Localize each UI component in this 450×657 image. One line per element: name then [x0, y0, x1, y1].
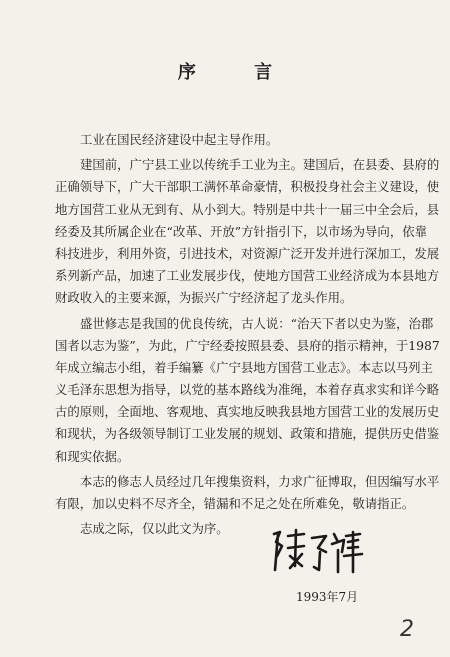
text-line: 地方国营工业从无到有、从小到大。特别是中共十一届三中全会后，县 — [55, 201, 440, 217]
text-line: 和现状，为各级领导制订工业发展的规划、政策和措施，提供历史借鉴 — [55, 426, 440, 442]
handwritten-signature — [268, 526, 364, 576]
text-line: 系列新产品，加速了工业发展步伐，使地方国营工业经济成为本县地方 — [55, 268, 440, 284]
text-line: 盛世修志是我国的优良传统，古人说：“治天下者以史为鉴，治郡 — [80, 315, 434, 331]
text-line: 财政收入的主要来源，为振兴广宁经济起了龙头作用。 — [55, 290, 353, 306]
text-line: 年成立编志小组，着手编纂《广宁县地方国营工业志》。本志以马列主 — [55, 359, 433, 375]
text-line: 本志的修志人员经过几年搜集资料，力求广征博取，但因编写水平 — [80, 473, 440, 489]
text-line: 建国前，广宁县工业以传统手工业为主。建国后，在县委、县府的 — [80, 157, 440, 173]
text-line: 正确领导下，广大干部职工满怀革命豪情，积极投身社会主义建设，使 — [55, 179, 440, 195]
text-line: 古的原则，全面地、客观地、真实地反映我县地方国营工业的发展历史 — [55, 404, 440, 420]
text-line: 和现实依据。 — [55, 448, 130, 464]
preface-body — [55, 129, 440, 540]
text-line: 工业在国民经济建设中起主导作用。 — [80, 132, 279, 147]
text-line: 志成之际，仅以此文为序。 — [80, 521, 229, 537]
page-title: 序 言 — [177, 62, 299, 83]
text-line: 经委及其所属企业在“改革、开放”方针指引下，以市场为导向，依靠 — [55, 223, 427, 239]
text-line: 科技进步，利用外资，引进技术，对资源广泛开发并进行深加工，发展 — [55, 245, 440, 261]
page-number: 2 — [400, 617, 414, 642]
text-line: 义毛泽东思想为指导，以党的基本路线为准绳，本着存真求实和详今略 — [55, 382, 440, 398]
text-line: 国者以志为鉴”，为此，广宁经委按照县委、县府的指示精神，于1987 — [55, 337, 440, 353]
text-line: 有限，加以史料不尽齐全，错漏和不足之处在所难免，敬请指正。 — [55, 496, 415, 511]
date: 1993年7月 — [296, 590, 359, 604]
